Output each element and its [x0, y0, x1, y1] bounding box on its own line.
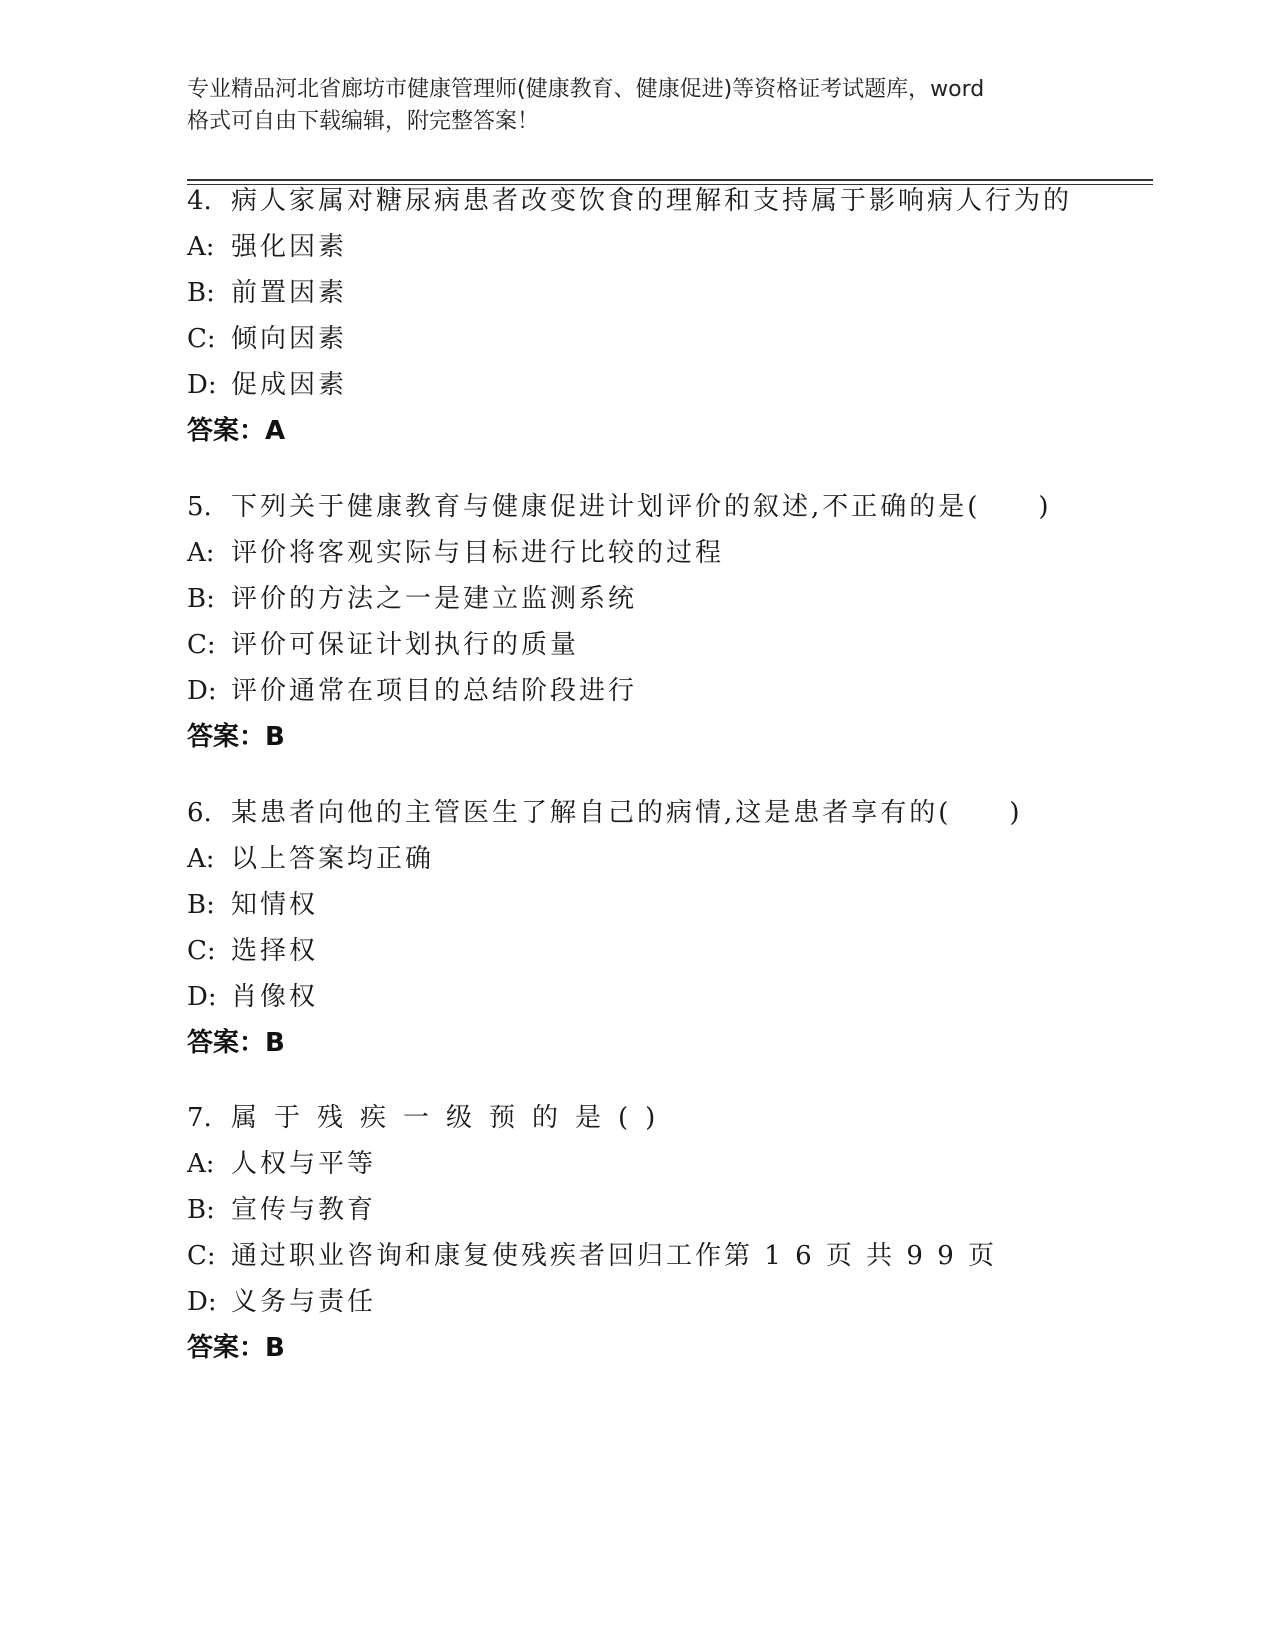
- option-c: [187, 316, 1187, 362]
- header-line-1: 专业精品河北省廊坊市健康管理师(健康教育、健康促进)等资格证考试题库，word: [187, 77, 985, 102]
- option-letter: C:: [187, 324, 216, 354]
- option-letter: C:: [187, 936, 216, 966]
- option-letter: A:: [187, 844, 215, 874]
- option-letter: A:: [187, 1149, 215, 1179]
- option-text: 前置因素: [231, 278, 348, 308]
- option-text: 选择权: [231, 936, 319, 966]
- option-text: 倾向因素: [231, 324, 348, 354]
- option-letter: A:: [187, 232, 215, 262]
- option-letter: D:: [187, 1287, 217, 1317]
- question-stem: [187, 1095, 1187, 1141]
- question-text: 下列关于健康教育与健康促进计划评价的叙述,不正确的是( ): [231, 492, 1052, 522]
- option-letter: D:: [187, 676, 217, 706]
- option-b: [187, 1187, 1187, 1233]
- option-text: 评价可保证计划执行的质量: [231, 630, 580, 660]
- option-letter: B:: [187, 584, 215, 614]
- question-text: 属于残疾一级预的是(): [231, 1103, 673, 1133]
- answer-label: 答案：: [187, 722, 266, 752]
- question-4: [187, 178, 1187, 454]
- option-d: [187, 362, 1187, 408]
- option-text: 义务与责任: [231, 1287, 377, 1317]
- question-number: 7.: [187, 1103, 212, 1133]
- option-letter: D:: [187, 370, 217, 400]
- option-letter: B:: [187, 890, 215, 920]
- answer-value: B: [265, 1028, 285, 1058]
- question-7: [187, 1095, 1187, 1371]
- question-number: 4.: [187, 186, 212, 216]
- answer-line: [187, 714, 1187, 760]
- option-text: 知情权: [231, 890, 319, 920]
- question-stem: [187, 790, 1187, 836]
- option-a: [187, 1141, 1187, 1187]
- option-letter: C:: [187, 1241, 216, 1271]
- option-letter: C:: [187, 630, 216, 660]
- option-letter: A:: [187, 538, 215, 568]
- option-text: 人权与平等: [231, 1149, 377, 1179]
- header-line-2: 格式可自由下载编辑，附完整答案！: [187, 109, 540, 134]
- question-5: [187, 484, 1187, 760]
- option-text: 评价将客观实际与目标进行比较的过程: [231, 538, 725, 568]
- option-d: [187, 668, 1187, 714]
- option-letter: B:: [187, 278, 215, 308]
- question-number: 5.: [187, 492, 212, 522]
- option-letter: B:: [187, 1195, 215, 1225]
- option-letter: D:: [187, 982, 217, 1012]
- option-text: 通过职业咨询和康复使残疾者回归工作第 1 6 页 共 9 9 页: [231, 1241, 998, 1271]
- option-text: 促成因素: [231, 370, 348, 400]
- question-number: 6.: [187, 798, 212, 828]
- answer-value: B: [265, 1333, 285, 1363]
- option-b: [187, 270, 1187, 316]
- answer-label: 答案：: [187, 416, 266, 446]
- question-text: 病人家属对糖尿病患者改变饮食的理解和支持属于影响病人行为的: [231, 186, 1073, 216]
- answer-line: [187, 408, 1187, 454]
- question-stem: [187, 484, 1187, 530]
- option-text: 以上答案均正确: [231, 844, 435, 874]
- answer-label: 答案：: [187, 1028, 266, 1058]
- option-a: [187, 224, 1187, 270]
- answer-line: [187, 1020, 1187, 1066]
- document-header: [187, 74, 1087, 138]
- option-c: [187, 622, 1187, 668]
- option-d: [187, 1279, 1187, 1325]
- option-b: [187, 576, 1187, 622]
- option-a: [187, 836, 1187, 882]
- option-text: 评价的方法之一是建立监测系统: [231, 584, 638, 614]
- option-text: 宣传与教育: [231, 1195, 377, 1225]
- answer-value: A: [265, 416, 286, 446]
- option-text: 评价通常在项目的总结阶段进行: [231, 676, 638, 706]
- option-c: [187, 1233, 1187, 1279]
- option-text: 强化因素: [231, 232, 348, 262]
- option-d: [187, 974, 1187, 1020]
- option-c: [187, 928, 1187, 974]
- option-text: 肖像权: [231, 982, 319, 1012]
- question-text: 某患者向他的主管医生了解自己的病情,这是患者享有的( ): [231, 798, 1023, 828]
- answer-line: [187, 1325, 1187, 1371]
- answer-label: 答案：: [187, 1333, 266, 1363]
- answer-value: B: [265, 722, 285, 752]
- question-6: [187, 790, 1187, 1066]
- option-b: [187, 882, 1187, 928]
- option-a: [187, 530, 1187, 576]
- question-stem: [187, 178, 1187, 224]
